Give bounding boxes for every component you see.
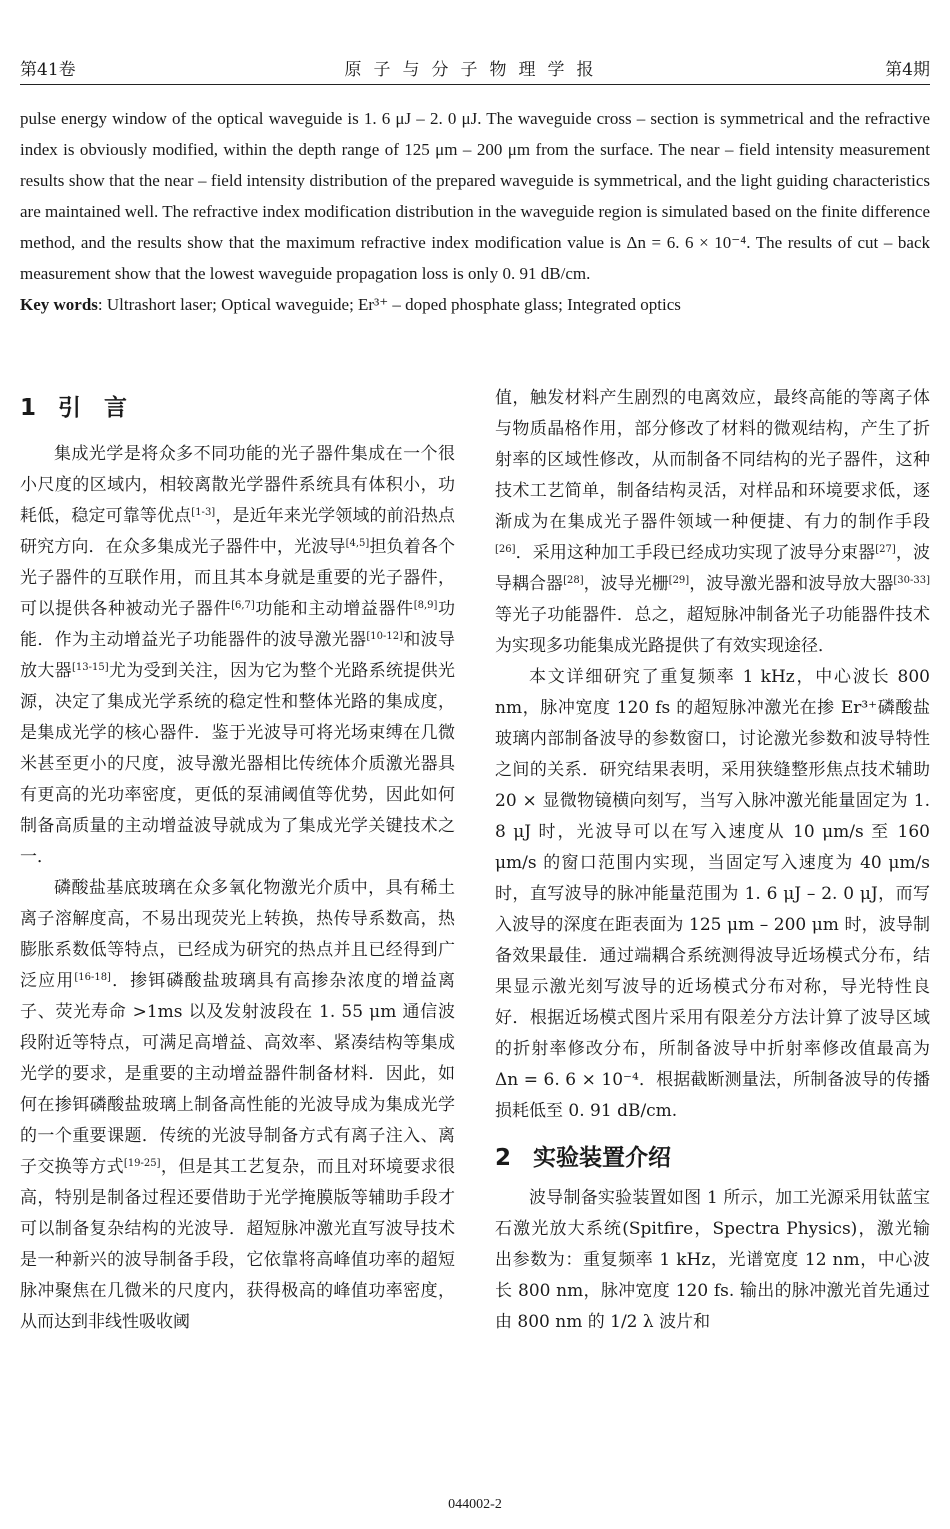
citation: [26] — [495, 544, 516, 555]
journal-title: 原子与分子物理学报 — [344, 60, 606, 80]
citation: [6,7] — [231, 600, 255, 611]
citation: [30-33] — [893, 575, 931, 586]
left-column — [20, 383, 455, 1338]
intro-paragraph-2-continued: 值，触发材料产生剧烈的电离效应，最终高能的等离子体与物质晶格作用，部分修改了材料的微观结构，产生了折射率的区域性修改，从而制备不同结构的光子器件，这种技术工艺简单，制备结构灵活，对样品和环境要求低，逐渐成为在集成光子器件领域一种便捷、有力的制作手段[26]．采用这种加工手段已经成功实现了波导分束器[27]，波导耦合器[28]，波导光栅[29]，波导激光器和波导放大器[30-33]等光子功能器件．总之，超短脉冲制备光子功能器件技术为实现多功能集成光路提供了有效实现途径． — [495, 388, 931, 656]
section-2-title: 实验装置介绍 — [533, 1145, 671, 1171]
section-1-title: 引 言 — [58, 395, 127, 421]
section-2-heading — [495, 1141, 930, 1175]
citation: [8,9] — [413, 600, 438, 611]
keywords-text: Ultrashort laser; Optical waveguide; Er³⁺ – doped phosphate glass; Integrated optics — [106, 295, 681, 314]
keywords-line: Key words: Ultrashort laser; Optical waveguide; Er³⁺ – doped phosphate glass; Integrated optics — [20, 295, 681, 314]
section-1-heading — [20, 391, 455, 425]
section-2-number: 2 — [495, 1145, 512, 1171]
page-footer-id: 044002-2 — [448, 1497, 502, 1512]
abstract-block — [20, 103, 930, 320]
right-column — [495, 383, 930, 1338]
header-divider — [20, 84, 930, 85]
intro-paragraph-2: 磷酸盐基底玻璃在众多氧化物激光介质中，具有稀土离子溶解度高，不易出现荧光上转换，热传导系数高，热膨胀系数低等特点，已经成为研究的热点并且已经得到广泛应用[16-18]．掺铒磷酸盐玻璃具有高掺杂浓度的增益离子、荧光寿命 >1ms 以及发射波段在 1. 55 μm 通信波段附近等特点，可满足高增益、高效率、紧凑结构等集成光学的要求，是重要的主动增益器件制备材料．因此，如何在掺铒磷酸盐玻璃上制备高性能的光波导成为集成光学的一个重要课题．传统的光波导制备方式有离子注入、离子交换等方式[19-25]，但是其工艺复杂，而且对环境要求很高，特别是制备过程还要借助于光学掩膜版等辅助手段才可以制备复杂结构的光波导．超短脉冲激光直写波导技术是一种新兴的波导制备手段，它依靠将高峰值功率的超短脉冲聚焦在几微米的尺度内，获得极高的峰值功率密度，从而达到非线性吸收阈 — [20, 878, 456, 1332]
citation: [27] — [875, 544, 896, 555]
setup-paragraph-1: 波导制备实验装置如图 1 所示，加工光源采用钛蓝宝石激光放大系统(Spitfire，Spectra Physics)，激光输出参数为：重复频率 1 kHz，光谱宽度 12 nm，中心波长 800 nm，脉冲宽度 120 fs. 输出的脉冲激光首先通过由 800 nm 的 1/2 λ 波片和 — [495, 1188, 930, 1332]
citation: [28] — [563, 575, 584, 586]
abstract-text: pulse energy window of the optical waveguide is 1. 6 μJ – 2. 0 μJ. The waveguide cross – section is symmetrical and the refractive index is obviously modified, within the depth range of 125 μm – 200 μm from the surface. The near – field intensity measurement results show that the near – field intensity distribution of the prepared waveguide is symmetrical, and the light guiding characteristics are maintained well. The refractive index modification distribution in the waveguide region is simulated based on the finite difference method, and the results show that the maximum refractive index modification value is Δn = 6. 6 × 10⁻⁴. The results of cut – back measurement show that the lowest waveguide propagation loss is only 0. 91 dB/cm. — [20, 109, 930, 283]
issue-label: 第4期 — [885, 60, 930, 80]
citation: [4,5] — [345, 538, 370, 549]
citation: [13-15] — [71, 662, 109, 673]
keywords-label: Key words — [20, 295, 98, 314]
citation: [1-3] — [191, 507, 216, 518]
intro-paragraph-1: 集成光学是将众多不同功能的光子器件集成在一个很小尺度的区域内，相较离散光学器件系统具有体积小，功耗低，稳定可靠等优点[1-3]，是近年来光学领域的前沿热点研究方向．在众多集成光子器件中，光波导[4,5]担负着各个光子器件的互联作用，而且其本身就是重要的光子器件，可以提供各种被动光子器件[6,7]功能和主动增益器件[8,9]功能．作为主动增益光子功能器件的波导激光器[10-12]和波导放大器[13-15]尤为受到关注，因为它为整个光路系统提供光源，决定了集成光学系统的稳定性和整体光路的集成度，是集成光学的核心器件．鉴于光波导可将光场束缚在几微米甚至更小的尺度，波导激光器相比传统体介质激光器具有更高的光功率密度，更低的泵浦阈值等优势，因此如何制备高质量的主动增益波导就成为了集成光学关键技术之一． — [20, 444, 456, 867]
section-1-number: 1 — [20, 395, 37, 421]
running-header — [20, 55, 930, 85]
citation: [29] — [668, 575, 690, 586]
citation: [19-25] — [123, 1158, 161, 1169]
citation: [16-18] — [74, 972, 111, 983]
citation: [10-12] — [366, 631, 404, 642]
intro-paragraph-3: 本文详细研究了重复频率 1 kHz，中心波长 800 nm，脉冲宽度 120 fs 的超短脉冲激光在掺 Er³⁺磷酸盐玻璃内部制备波导的参数窗口，讨论激光参数和波导特性之间的关系．研究结果表明，采用狭缝整形焦点技术辅助 20 × 显微物镜横向刻写，当写入脉冲激光能量固定为 1. 8 μJ 时，光波导可以在写入速度从 10 μm/s 至 160 μm/s 的窗口范围内实现，当固定写入速度为 40 μm/s 时，直写波导的脉冲能量范围为 1. 6 μJ – 2. 0 μJ，而写入波导的深度在距表面为 125 μm – 200 μm 时，波导制备效果最佳．通过端耦合系统测得波导近场模式分布，结果显示激光刻写波导的近场模式分布对称，导光特性良好．根据近场模式图片采用有限差分方法计算了波导区域的折射率修改分布，所制备波导中折射率修改值最高为 Δn = 6. 6 × 10⁻⁴．根据截断测量法，所制备波导的传播损耗低至 0. 91 dB/cm. — [495, 667, 930, 1121]
volume-label: 第41卷 — [20, 60, 76, 80]
